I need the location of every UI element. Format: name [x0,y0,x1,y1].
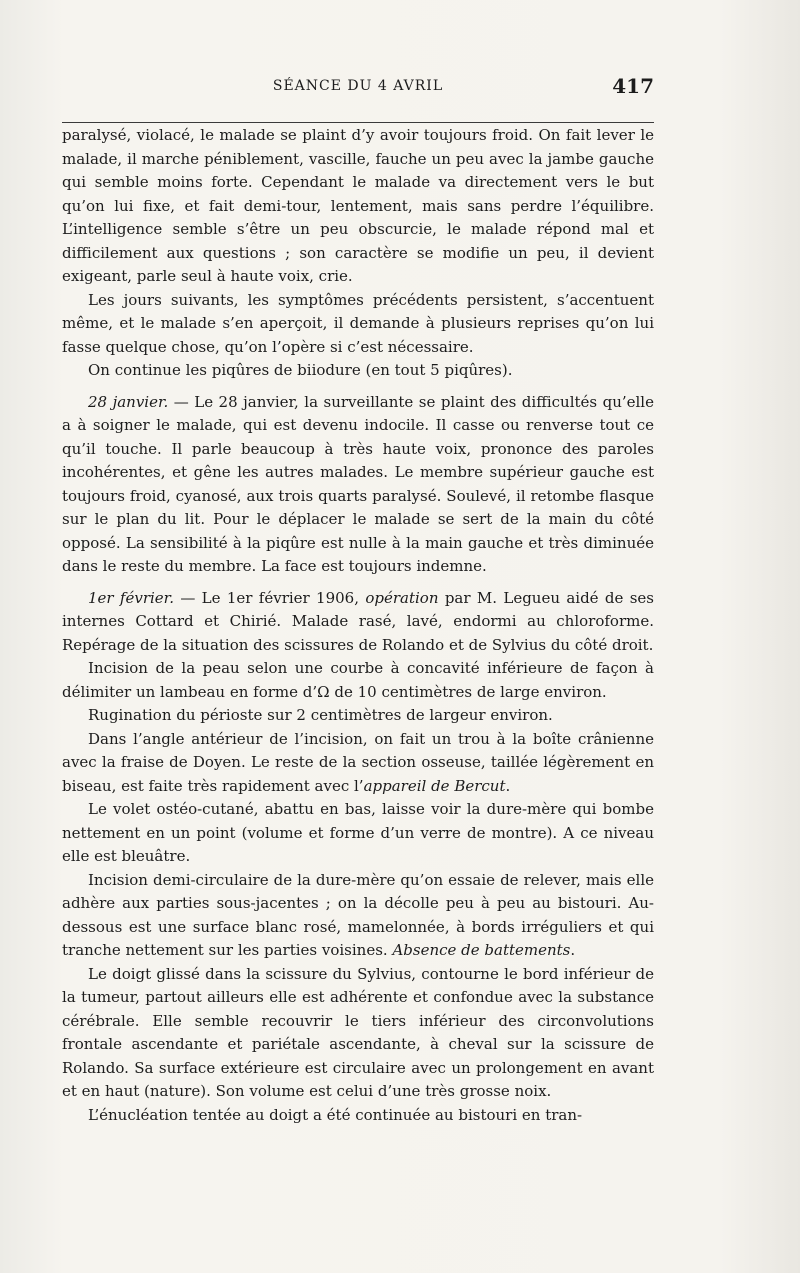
paragraph-tumeur: Le doigt glissé dans la scissure du Sylvius, contourne le bord inférieur de la tumeur, partout ailleurs elle est adhérente et confondue avec la substance cérébrale. Elle semble recouvrir le tiers inférieur des circonvolutions frontale ascendante et pariétale ascendante, à cheval sur la scissure de Rolando. Sa surface extérieure est circulaire avec un prolongement en avant et en haut (nature). Son volume est celui d’une très grosse noix. [62,964,654,1100]
page-header [62,74,654,102]
paragraph-enucleation: L’énucléation tentée au doigt a été continuée au bistouri en tran- [88,1105,583,1124]
paragraph-1er-fevrier: 1er février. — Le 1er février 1906, opération par M. Legueu aidé de ses internes Cottard et Chirié. Malade rasé, lavé, endormi au chloroforme. Repérage de la situation des scissures de Rolando et de Sylvius du côté droit. [62,588,654,654]
paragraph-dure-mere: Incision demi-circulaire de la dure-mère qu’on essaie de relever, mais elle adhère aux parties sous-jacentes ; on la décolle peu à peu au bistouri. Au-dessous est une surface blanc rosé, mamelonnée, à bords irréguliers et qui tranche nettement sur les parties voisines. Absence de battements. [62,870,654,959]
page-number: 417 [612,74,654,98]
paragraph-trou-cranien: Dans l’angle antérieur de l’incision, on fait un trou à la boîte crânienne avec la fraise de Doyen. Le reste de la section osseuse, taillée légèrement en biseau, est faite très rapidement avec l’appareil de Bercut. [62,729,654,795]
date-label: 1er février. [88,588,174,607]
paragraph-28-janvier: 28 janvier. — Le 28 janvier, la surveillante se plaint des difficultés qu’elle a à soigner le malade, qui est devenu indocile. Il casse ou renverse tout ce qu’il touche. Il parle beaucoup à très haute voix, prononce des paroles incohérentes, et gêne les autres malades. Le membre supérieur gauche est toujours froid, cyanosé, aux trois quarts paralysé. Soulevé, il retombe flasque sur le plan du lit. Pour le déplacer le malade se sert de la main du côté opposé. La sensibilité à la piqûre est nulle à la main gauche et très diminuée dans le reste du membre. La face est toujours indemne. [62,392,654,575]
paragraph-following-days: Les jours suivants, les symptômes précédents persistent, s’accentuent même, et le malade s’en aperçoit, il demande à plusieurs reprises qu’on lui fasse quelque chose, qu’on l’opère si c’est nécessaire. [62,290,654,356]
paragraph-biiodure: On continue les piqûres de biiodure (en tout 5 piqûres). [88,361,513,379]
paragraph-rugination: Rugination du périoste sur 2 centimètres de largeur environ. [88,706,553,724]
body-text [62,124,654,1127]
paragraph-continuation: paralysé, violacé, le malade se plaint d’y avoir toujours froid. On fait lever le malade, il marche péniblement, vascille, fauche un peu avec la jambe gauche qui semble moins forte. Cependant le malade va directement vers le but qu’on lui fixe, et fait demi-tour, lentement, mais sans perdre l’équilibre. L’intelligence semble s’être un peu obscurcie, le malade répond mal et difficilement aux questions ; son caractère se modifie un peu, il devient exigeant, parle seul à haute voix, crie. [62,126,654,285]
date-label: 28 janvier. [88,392,169,411]
header-rule [62,122,654,123]
running-title: SÉANCE DU 4 AVRIL [272,78,444,94]
paragraph-volet: Le volet ostéo-cutané, abattu en bas, laisse voir la dure-mère qui bombe nettement en un point (volume et forme d’un verre de montre). A ce niveau elle est bleuâtre. [62,800,654,865]
paragraph-incision-peau: Incision de la peau selon une courbe à concavité inférieure de façon à délimiter un lambeau en forme d’Ω de 10 centimètres de large environ. [62,659,654,701]
